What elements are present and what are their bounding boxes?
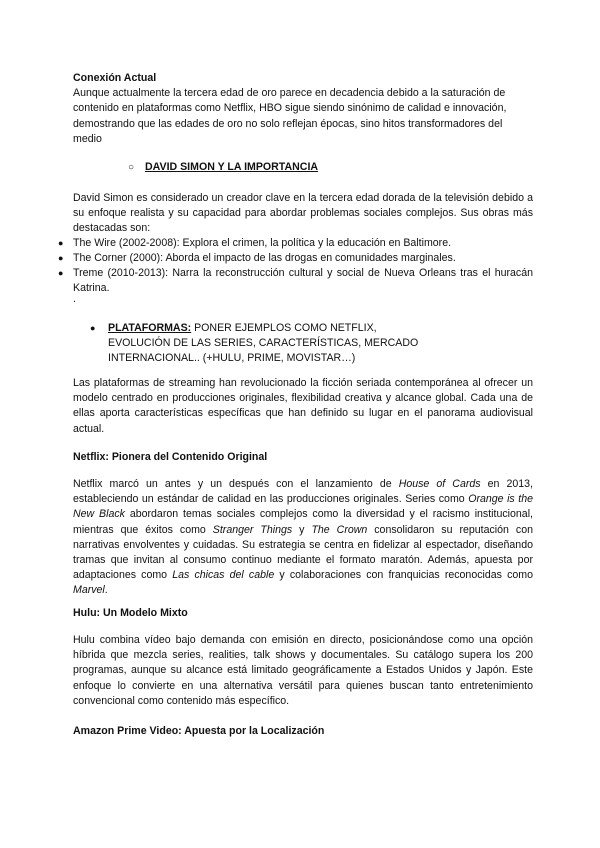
bullet-icon: ● — [58, 268, 64, 278]
hulu-body: Hulu combina vídeo bajo demanda con emisión en directo, posicionándose como una opción híbrida que mezcla series, realities, talk shows y documentales. Su catálogo supera los 200 programas, aunque su alcance está limitado geográficamente a Estados Unidos y Japón. Este enfoque lo convierte en una alternativa versátil para quienes buscan tanto entretenimiento convencional como contenido más específico. — [73, 634, 533, 707]
netflix-text: abordaron temas sociales complejos como la diversidad y el racismo institucional, mientras que éxitos como — [73, 508, 533, 536]
bullet-icon: ● — [58, 253, 64, 263]
section-conexion — [73, 71, 533, 147]
netflix-text: en 2013, estableciendo un estándar de calidad en las producciones originales. Series como — [73, 478, 533, 506]
amazon-heading: Amazon Prime Video: Apuesta por la Localización — [73, 725, 325, 737]
netflix-text: y — [292, 523, 312, 536]
stray-dot: . — [73, 293, 76, 305]
circle-bullet-icon: ○ — [128, 162, 135, 173]
netflix-text: . — [104, 584, 108, 597]
simon-work-2: The Corner (2000): Aborda el impacto de las drogas en comunidades marginales. — [73, 252, 456, 264]
hulu-heading: Hulu: Un Modelo Mixto — [73, 607, 188, 619]
netflix-text: y colaboraciones con franquicias reconocidas como — [274, 569, 533, 582]
bullet-icon: ● — [58, 238, 64, 248]
netflix-heading: Netflix: Pionera del Contenido Original — [73, 451, 268, 463]
conexion-heading: Conexión Actual — [73, 72, 157, 84]
netflix-title-the-crown: The Crown — [311, 523, 368, 536]
netflix-text: consolidaron su reputación con narrativas envolventes y cuidadas. Su estrategia se centra en fidelizar al espectador, diseñando tramas que invitan al consumo continuo mediante el formato maratón. Además, apuesta por adaptaciones como — [73, 523, 533, 582]
netflix-title-stranger-things: Stranger Things — [212, 523, 293, 536]
netflix-body — [73, 477, 533, 599]
plataformas-label: PLATAFORMAS: — [108, 322, 192, 334]
netflix-title-house-of-cards: House of Cards — [398, 478, 481, 490]
simon-intro: David Simon es considerado un creador clave en la tercera edad dorada de la televisión debido a su enfoque realista y su capacidad para abordar problemas sociales complejos. Sus obras más destacadas son: — [73, 192, 533, 235]
conexion-body: Aunque actualmente la tercera edad de oro parece en decadencia debido a la saturación de contenido en plataformas como Netflix, HBO sigue siendo sinónimo de calidad e innovación, demostrando que las edades de oro no solo reflejan épocas, sino hitos transformadores del medio — [73, 87, 507, 145]
netflix-title-chicas-del-cable: Las chicas del cable — [172, 569, 275, 582]
netflix-text: Netflix marcó un antes y un después con el lanzamiento de — [73, 478, 399, 490]
plataformas-note — [108, 321, 438, 367]
plataformas-note-text: PONER EJEMPLOS COMO NETFLIX, EVOLUCIÓN DE LAS SERIES, CARACTERÍSTICAS, MERCADO INTERNACIONAL.. (+HULU, PRIME, MOVISTAR…) — [108, 322, 419, 365]
simon-work-1: The Wire (2002-2008): Explora el crimen, la política y la educación en Baltimore. — [73, 237, 452, 249]
plataformas-intro: Las plataformas de streaming han revolucionado la ficción seriada contemporánea al ofrecer un modelo centrado en producciones originales, flexibilidad creativa y alcance global. Cada una de ellas aporta características específicas que han definido su lugar en el panorama audiovisual actual. — [73, 377, 533, 435]
filled-bullet-icon: ● — [90, 323, 96, 333]
simon-heading: DAVID SIMON Y LA IMPORTANCIA — [145, 161, 319, 173]
simon-work-3: Treme (2010-2013): Narra la reconstrucción cultural y social de Nueva Orleans tras el huracán Katrina. — [73, 267, 533, 295]
netflix-title-marvel: Marvel — [73, 584, 105, 597]
netflix-title-orange: Orange is the New Black — [73, 493, 533, 521]
